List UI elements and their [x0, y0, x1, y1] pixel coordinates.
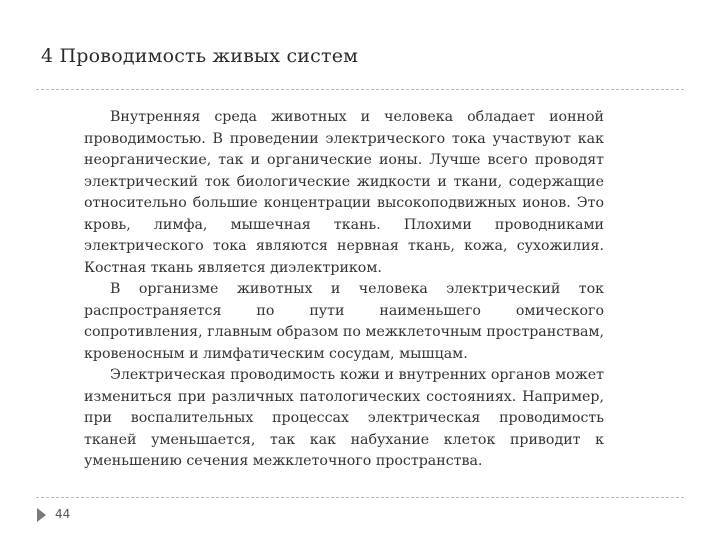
body-text — [84, 107, 604, 473]
top-divider — [36, 89, 684, 90]
paragraph: Внутренняя среда животных и человека обладает ионной проводимостью. В проведении электрического тока участвуют как неорганические, так и органические ионы. Лучше всего проводят электрический ток биологические жидкости и ткани, содержащие относительно большие концентрации высокоподвижных ионов. Это кровь, лимфа, мышечная ткань. Плохими проводниками электрического тока являются нервная ткань, кожа, сухожилия. Костная ткань является диэлектриком. — [84, 109, 604, 276]
triangle-marker-icon — [37, 508, 46, 522]
paragraph: Электрическая проводимость кожи и внутренних органов может измениться при различных патологических состояниях. Например, при воспалительных процессах электрическая проводимость тканей уменьшается, так как набухание клеток приводит к уменьшению сечения межклеточного пространства. — [84, 367, 604, 469]
slide-title: 4 Проводимость живых систем — [41, 45, 359, 67]
paragraph: В организме животных и человека электрический ток распространяется по пути наименьшего омического сопротивления, главным образом по межклеточным пространствам, кровеносным и лимфатическим сосудам, мышцам. — [84, 281, 604, 362]
bottom-divider — [36, 497, 684, 498]
page-number: 44 — [55, 507, 71, 521]
